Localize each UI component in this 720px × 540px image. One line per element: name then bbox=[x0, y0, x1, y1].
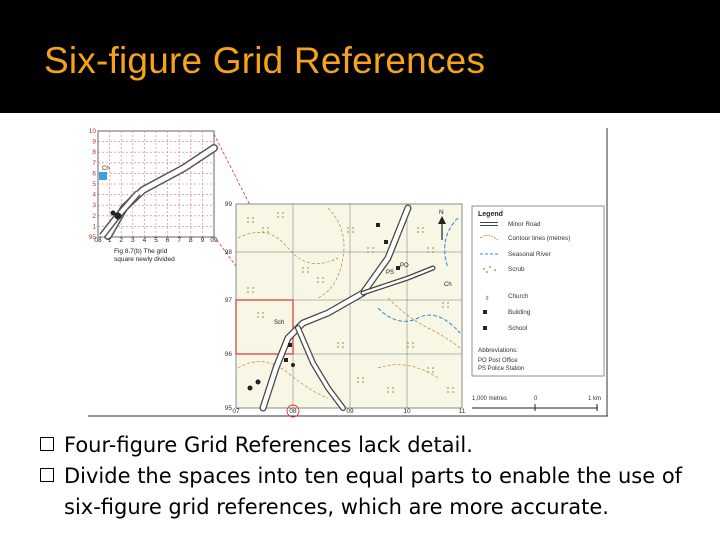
map-x-label: 10 bbox=[403, 408, 411, 415]
legend-item: School bbox=[508, 325, 528, 332]
svg-text:1,000 metres: 1,000 metres bbox=[472, 396, 508, 402]
svg-text:0: 0 bbox=[534, 396, 538, 402]
place-label: Ch bbox=[444, 282, 452, 288]
map-y-label: 98 bbox=[224, 249, 232, 256]
inset-y-label: 8 bbox=[92, 149, 96, 157]
legend-item: Contour lines (metres) bbox=[508, 235, 571, 242]
inset-x-label: 08 bbox=[94, 237, 102, 244]
map-figure bbox=[88, 128, 610, 420]
legend-item: Minor Road bbox=[508, 221, 541, 228]
slide-title: Six-figure Grid References bbox=[44, 40, 486, 81]
legend-title: Legend bbox=[478, 211, 503, 218]
bullet-box-icon bbox=[40, 437, 54, 451]
bullet-box-icon bbox=[40, 468, 54, 482]
map-x-label: 09 bbox=[346, 408, 354, 415]
legend-item: Scrub bbox=[508, 266, 525, 273]
inset-y-label: 3 bbox=[92, 202, 96, 210]
inset-x-label: 7 bbox=[177, 237, 182, 244]
place-label: Sch bbox=[274, 320, 285, 326]
map-y-label: 99 bbox=[224, 201, 232, 208]
bullet-continuation: six-figure grid references, which are more accurate. bbox=[64, 495, 609, 519]
inset-x-label: 9 bbox=[200, 237, 205, 244]
legend-item: Building bbox=[508, 309, 531, 316]
svg-text:N: N bbox=[439, 209, 444, 216]
inset-y-label: 4 bbox=[92, 191, 96, 199]
main-map bbox=[225, 201, 466, 417]
inset-y-label: 10 bbox=[88, 128, 96, 135]
title-bar bbox=[0, 0, 720, 113]
bullet-text: Four-figure Grid References lack detail. bbox=[64, 433, 473, 457]
inset-y-label: 6 bbox=[92, 170, 96, 178]
abbrev-item: PO Post Office bbox=[478, 358, 518, 364]
svg-text:1 km: 1 km bbox=[588, 396, 602, 402]
place-label: PO bbox=[400, 263, 409, 269]
legend-item: Church bbox=[508, 293, 529, 300]
inset-y-label: 5 bbox=[92, 181, 96, 188]
bullet-list bbox=[40, 430, 710, 523]
inset-x-label: 8 bbox=[188, 237, 193, 244]
legend-item: Seasonal River bbox=[508, 251, 551, 258]
inset-x-label: 5 bbox=[154, 237, 158, 244]
inset-caption-2: square newly divided bbox=[114, 256, 175, 263]
inset-x-label: 3 bbox=[130, 237, 135, 244]
church-icon: ♁ bbox=[484, 293, 490, 302]
legend bbox=[472, 206, 604, 376]
inset-caption-1: Fig 8.7(b) The grid bbox=[114, 248, 168, 255]
inset-y-label: 1 bbox=[92, 223, 96, 231]
map-x-label: 08 bbox=[289, 408, 297, 415]
inset-highlight bbox=[99, 172, 107, 180]
inset-y-label: 7 bbox=[92, 159, 96, 167]
map-y-label: 95 bbox=[224, 405, 232, 412]
abbrev-item: PS Police Station bbox=[478, 366, 525, 372]
abbrev-title: Abbreviations: bbox=[478, 347, 518, 354]
bullet-item bbox=[40, 461, 710, 492]
map-x-label: 11 bbox=[458, 408, 466, 415]
map-x-label: 07 bbox=[232, 408, 240, 415]
inset-y-label: 2 bbox=[92, 212, 96, 220]
inset-x-label: 09 bbox=[210, 237, 218, 244]
inset-x-label: 4 bbox=[142, 237, 147, 244]
bullet-text: Divide the spaces into ten equal parts to enable the use of bbox=[64, 464, 683, 488]
map-y-label: 96 bbox=[224, 351, 232, 358]
map-y-label: 97 bbox=[224, 297, 232, 304]
inset-x-label: 2 bbox=[119, 237, 124, 244]
bullet-item bbox=[40, 430, 710, 461]
inset-y-label: 9 bbox=[92, 138, 96, 146]
inset-x-label: 6 bbox=[165, 237, 170, 244]
inset-x-label: 1 bbox=[107, 237, 112, 244]
inset-church-label: Ch bbox=[102, 166, 110, 172]
place-label: PS bbox=[386, 270, 395, 276]
inset-y-label: 95 bbox=[88, 234, 96, 241]
